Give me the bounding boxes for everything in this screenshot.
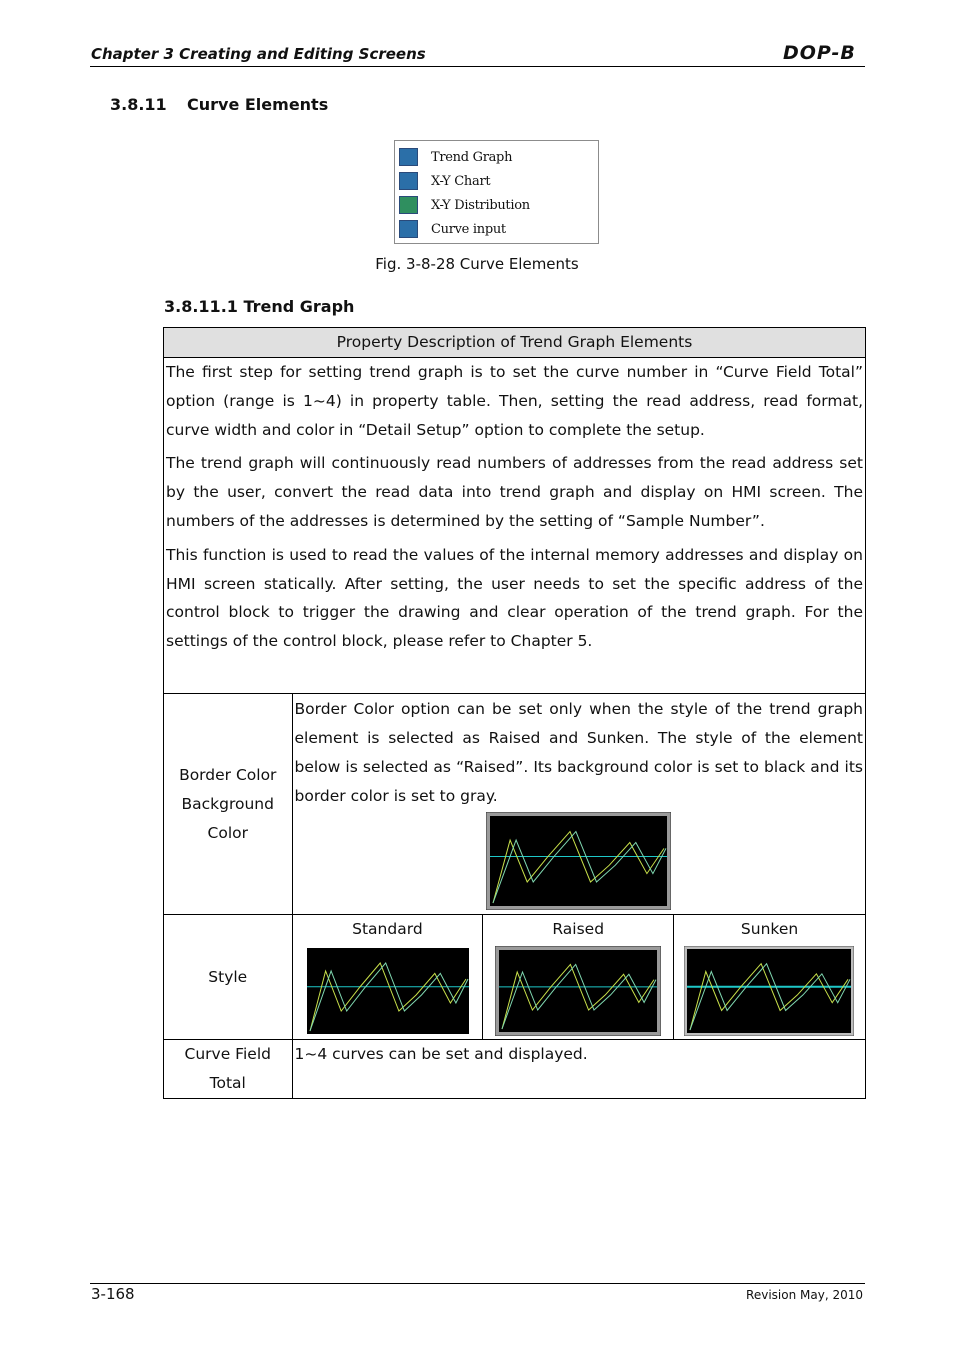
intro-paragraph: This function is used to read the values of the internal memory addresses and display on HMI screen statically. After setting, the user needs to set the specific address of the control block to trigger the drawing and clear operation of the trend graph. For the settings of the control block, please refer to Chapter 5. <box>166 545 863 651</box>
style-label: Style <box>164 915 293 1040</box>
brand-logo: DOP-B <box>783 42 856 64</box>
curve-elements-menu <box>394 140 599 244</box>
style-option-label: Raised <box>552 920 605 938</box>
xy-distribution-icon <box>399 196 418 214</box>
border-color-description: Border Color option can be set only when the style of the trend graph element is selected as Raised and Sunken. The style of the element below is selected as “Raised”. Its background color is set to black and its border color is set to gray. <box>292 694 866 915</box>
menu-item-label: X-Y Distribution <box>431 197 530 213</box>
chapter-header: Chapter 3 Creating and Editing Screens <box>91 45 426 63</box>
style-raised <box>483 915 674 1040</box>
style-option-label: Standard <box>352 920 423 938</box>
menu-item-label: X-Y Chart <box>431 173 491 189</box>
border-color-label: Border Color Background Color <box>164 694 293 915</box>
graph-background <box>499 950 657 1032</box>
menu-item-curve-input[interactable] <box>399 218 506 240</box>
raised-example-graph <box>486 812 864 910</box>
style-standard <box>292 915 483 1040</box>
intro-description <box>164 358 866 694</box>
figure-caption: Fig. 3-8-28 Curve Elements <box>375 255 579 273</box>
section-number: 3.8.11 <box>110 95 167 114</box>
curve-field-total-label: Curve Field Total <box>164 1040 293 1099</box>
menu-item-label: Trend Graph <box>431 149 513 165</box>
intro-paragraph: The first step for setting trend graph is to set the curve number in “Curve Field Total” option (range is 1~4) in property table. Then, setting the read address, read format, curve width and color in “Detail Setup” option to complete the setup. <box>166 363 863 439</box>
graph-background <box>687 949 851 1033</box>
menu-item-label: Curve input <box>431 221 506 237</box>
page-number: 3-168 <box>91 1285 135 1303</box>
xy-chart-icon <box>399 172 418 190</box>
menu-item-xy-distribution[interactable] <box>399 194 530 216</box>
revision-date: Revision May, 2010 <box>746 1288 863 1302</box>
property-table <box>163 327 866 1099</box>
curve-input-icon <box>399 220 418 238</box>
intro-paragraph: The trend graph will continuously read numbers of addresses from the read address set by the user, convert the read data into trend graph and display on HMI screen. The numbers of the addresses is determined by the setting of “Sample Number”. <box>166 454 863 530</box>
curve-field-total-description: 1~4 curves can be set and displayed. <box>292 1040 866 1099</box>
style-option-label: Sunken <box>740 920 799 938</box>
footer-rule <box>90 1283 865 1284</box>
table-header: Property Description of Trend Graph Elements <box>164 328 866 358</box>
header-rule <box>90 66 865 67</box>
menu-item-trend-graph[interactable] <box>399 146 512 168</box>
section-title: Curve Elements <box>187 95 329 114</box>
trend-graph-icon <box>399 148 418 166</box>
menu-item-xy-chart[interactable] <box>399 170 490 192</box>
style-sunken <box>674 915 866 1040</box>
subsection-heading: 3.8.11.1 Trend Graph <box>164 297 355 316</box>
section-heading <box>110 95 328 114</box>
graph-background <box>307 948 469 1034</box>
